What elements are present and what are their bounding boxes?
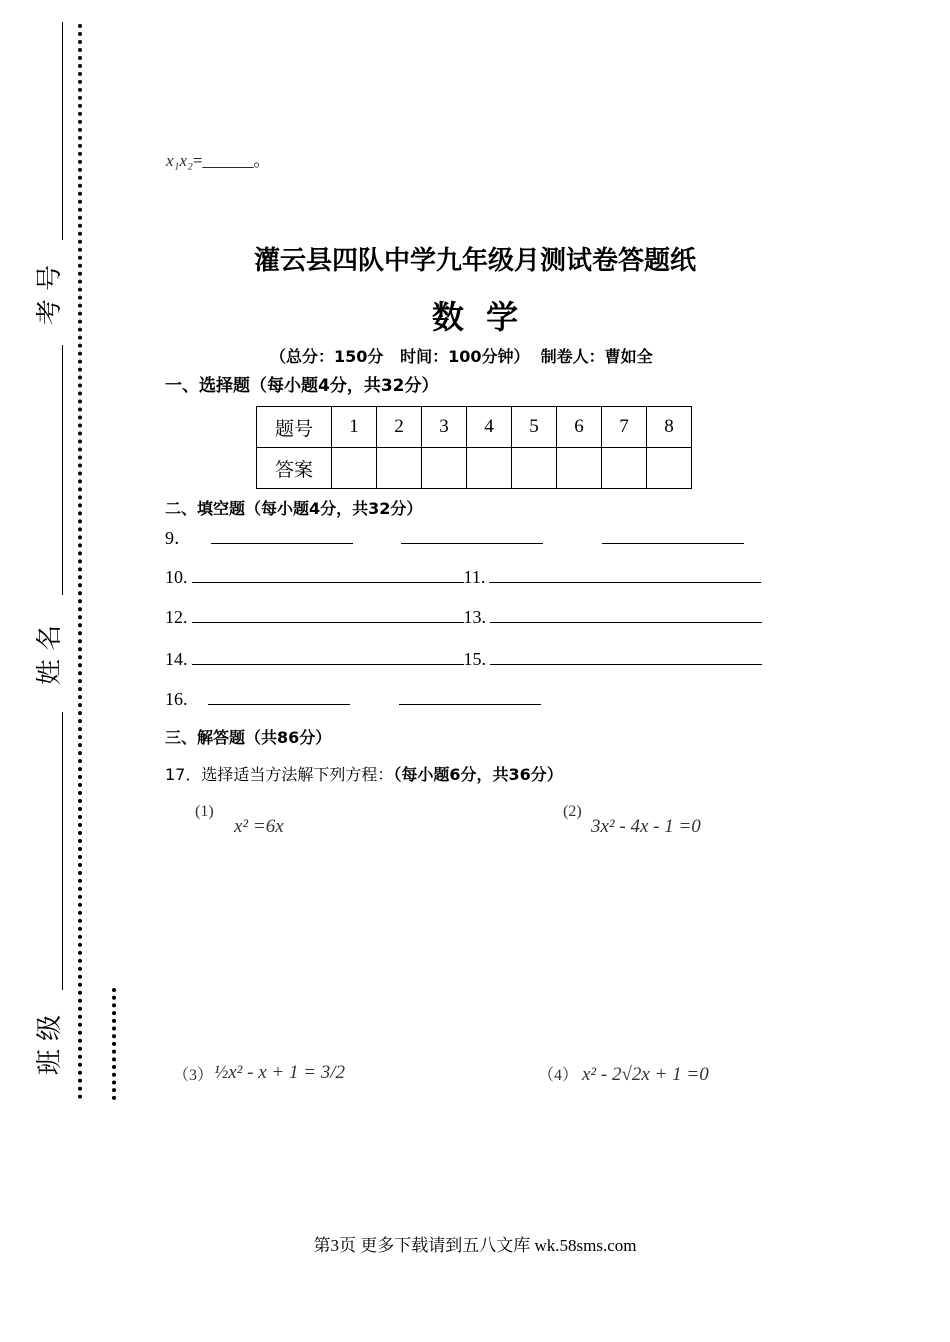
section2-heading: 二、填空题（每小题4分，共32分） [165,499,423,518]
question-number: 7 [602,407,647,448]
question-number: 3 [422,407,467,448]
q16-blank-2[interactable] [399,686,541,705]
answer-cell[interactable] [332,448,377,489]
p2-label: (2) [563,803,582,820]
name-underline [62,345,63,595]
p2-equation: 3x² - 4x - 1 =0 [591,816,701,837]
q9-blank-1[interactable] [211,525,353,544]
q9-row [165,524,744,550]
q9-blank-2[interactable] [401,525,543,544]
sidebar-class-label: 班 级 [35,1014,65,1076]
q10-label: 10. [165,567,188,587]
sidebar-name [20,600,80,710]
top-formula-suffix: =______。 [192,151,271,170]
answer-cell[interactable] [467,448,512,489]
page-footer: 第3页 更多下载请到五八文库 wk.58sms.com [313,1236,637,1255]
p3-label: （3） [173,1067,214,1084]
p1-label: (1) [195,803,214,820]
q16-row [165,686,541,710]
question-number: 5 [512,407,557,448]
section3-heading: 三、解答题（共86分） [165,728,332,747]
top-formula [166,146,271,171]
p1-equation: x² =6x [234,816,284,837]
q17-points: （每小题6分，共36分） [393,765,563,784]
answer-cell[interactable] [422,448,467,489]
q13-label: 13. [463,607,486,627]
answer-table [256,406,692,489]
q17-text: 17．选择适当方法解下列方程： [165,765,394,784]
question-number: 1 [332,407,377,448]
q14-blank[interactable] [192,646,464,665]
q14-q15-row [165,646,762,670]
section1-heading: 一、选择题（每小题4分，共32分） [165,376,439,396]
q10-q11-row [165,564,761,588]
sidebar-name-label: 姓 名 [35,624,65,686]
q12-q13-row [165,604,762,628]
row2-label: 答案 [257,448,332,489]
page-title: 灌云县四队中学九年级月测试卷答题纸 [253,246,696,276]
sidebar-class [20,990,80,1100]
q12-label: 12. [165,607,188,627]
p4-equation: x² - 2√2x + 1 =0 [582,1064,709,1085]
subject-title: 数 学 [431,298,519,336]
p4-label: （4） [538,1067,579,1084]
answer-cell[interactable] [512,448,557,489]
class-underline [62,712,63,990]
q13-blank[interactable] [490,604,762,623]
q16-label: 16. [165,689,188,709]
answer-cell[interactable] [557,448,602,489]
binding-dotted-line-outer [78,24,82,1100]
q15-blank[interactable] [490,646,762,665]
question-number: 2 [377,407,422,448]
q17-prompt [165,762,563,785]
p3-equation: ½x² - x + 1 = 3/2 [214,1062,346,1083]
q11-blank[interactable] [489,564,761,583]
q10-blank[interactable] [192,564,464,583]
binding-dotted-line-inner [112,988,116,1100]
question-number: 6 [557,407,602,448]
q9-label: 9． [165,528,192,548]
answer-cell[interactable] [377,448,422,489]
row1-label: 题号 [257,407,332,448]
question-number: 8 [647,407,692,448]
q12-blank[interactable] [192,604,464,623]
question-number: 4 [467,407,512,448]
table-row [257,407,692,448]
q16-blank-1[interactable] [208,686,350,705]
answer-cell[interactable] [602,448,647,489]
q14-label: 14. [165,649,188,669]
q11-label: 11. [463,567,486,587]
top-formula-expr: x₁x₂ [166,151,193,170]
q9-blank-3[interactable] [602,525,744,544]
q15-label: 15. [463,649,486,669]
exam-no-underline [62,22,63,240]
exam-info: （总分：150分 时间：100分钟） 制卷人：曹如全 [270,347,653,366]
table-row [257,448,692,489]
answer-cell[interactable] [647,448,692,489]
sidebar-exam-no-label: 考 号 [35,264,65,326]
